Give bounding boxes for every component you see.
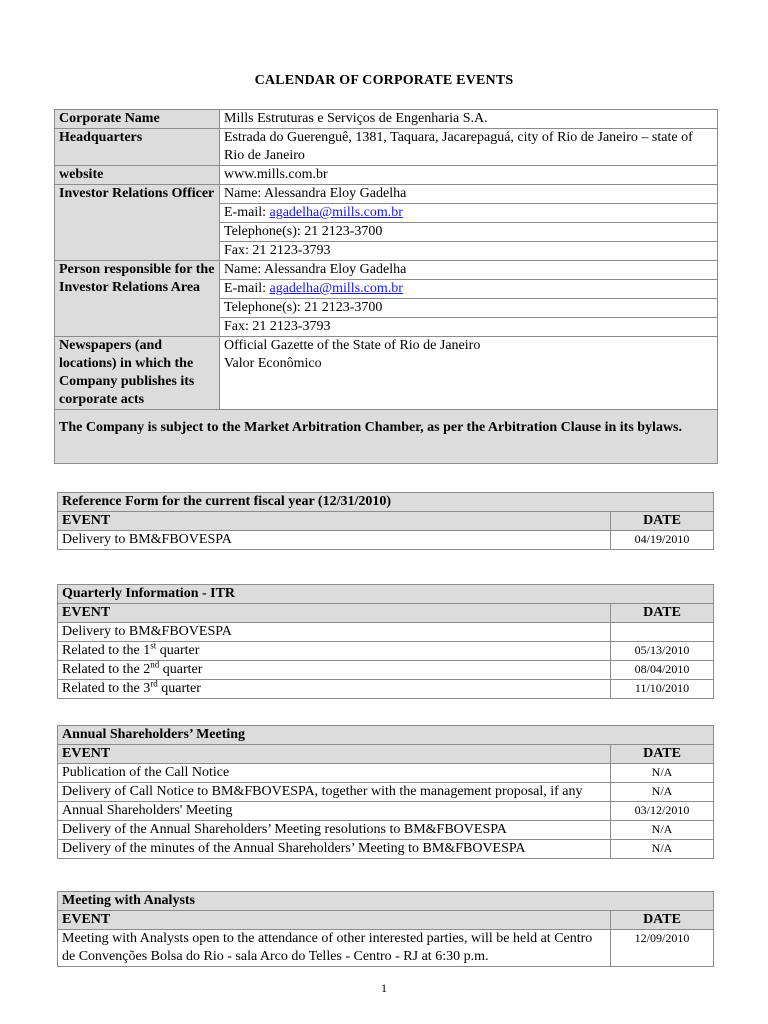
headquarters-value: Estrada do Guerenguê, 1381, Taquara, Jacarepaguá, city of Rio de Janeiro – state of Rio de Janeiro [220,129,718,166]
analysts-title: Meeting with Analysts [58,892,714,911]
date-header: DATE [611,911,714,930]
reference-form-table [57,492,714,550]
event-text: quarter [159,662,203,677]
table-row [58,623,714,642]
table-row [58,764,714,783]
corporate-name-value: Mills Estruturas e Serviços de Engenharia S.A. [220,110,718,129]
event-cell: Delivery of the Annual Shareholders’ Meeting resolutions to BM&FBOVESPA [58,821,611,840]
date-cell: N/A [611,821,714,840]
iro-phone: Telephone(s): 21 2123-3700 [220,223,718,242]
event-text: Related to the 1 [62,643,151,658]
reference-form-title: Reference Form for the current fiscal year (12/31/2010) [58,493,714,512]
table-row [58,680,714,699]
page-title: CALENDAR OF CORPORATE EVENTS [254,73,514,88]
date-cell: 08/04/2010 [611,661,714,680]
irarea-label: Person responsible for the Investor Relations Area [55,261,220,337]
iro-fax: Fax: 21 2123-3793 [220,242,718,261]
table-row [58,802,714,821]
headquarters-label: Headquarters [55,129,220,166]
page-number: 1 [381,981,387,995]
date-cell: 04/19/2010 [611,531,714,550]
event-cell: Delivery to BM&FBOVESPA [58,623,611,642]
table-row [58,783,714,802]
newspapers-label: Newspapers (and locations) in which the Company publishes its corporate acts [55,337,220,410]
date-header: DATE [611,512,714,531]
event-text: Related to the 2 [62,662,151,677]
iro-email [220,204,718,223]
table-row [58,531,714,550]
agm-table [57,725,714,859]
irarea-fax: Fax: 21 2123-3793 [220,318,718,337]
iro-name: Name: Alessandra Eloy Gadelha [220,185,718,204]
irarea-email-link[interactable]: agadelha@mills.com.br [269,281,403,296]
event-header: EVENT [58,604,611,623]
date-cell: N/A [611,764,714,783]
date-cell: 03/12/2010 [611,802,714,821]
table-row [58,930,714,967]
website-value: www.mills.com.br [220,166,718,185]
iro-email-link[interactable]: agadelha@mills.com.br [269,205,403,220]
newspaper-item: Valor Econômico [224,356,322,371]
event-text: Related to the 3 [62,681,151,696]
event-cell: Delivery to BM&FBOVESPA [58,531,611,550]
event-cell [58,661,611,680]
event-cell: Annual Shareholders' Meeting [58,802,611,821]
date-cell: N/A [611,783,714,802]
newspapers-value [220,337,718,410]
date-cell: 12/09/2010 [611,930,714,967]
newspaper-item: Official Gazette of the State of Rio de Janeiro [224,338,481,353]
irarea-phone: Telephone(s): 21 2123-3700 [220,299,718,318]
iro-email-prefix: E-mail: [224,205,270,220]
event-cell: Delivery of Call Notice to BM&FBOVESPA, together with the management proposal, if any [58,783,611,802]
event-cell [58,642,611,661]
event-text: quarter [157,681,201,696]
irarea-email [220,280,718,299]
agm-title: Annual Shareholders’ Meeting [58,726,714,745]
iro-label: Investor Relations Officer [55,185,220,261]
event-text: quarter [156,643,200,658]
ordinal-suffix: rd [150,678,158,689]
event-cell: Delivery of the minutes of the Annual Shareholders’ Meeting to BM&FBOVESPA [58,840,611,859]
ordinal-suffix: st [150,640,157,651]
table-row [58,840,714,859]
event-header: EVENT [58,512,611,531]
date-header: DATE [611,604,714,623]
table-row [58,642,714,661]
irarea-name: Name: Alessandra Eloy Gadelha [220,261,718,280]
event-cell [58,680,611,699]
date-cell: N/A [611,840,714,859]
date-header: DATE [611,745,714,764]
itr-table [57,584,714,699]
analysts-table [57,891,714,967]
table-row [58,661,714,680]
event-cell: Publication of the Call Notice [58,764,611,783]
date-cell: 11/10/2010 [611,680,714,699]
irarea-email-prefix: E-mail: [224,281,270,296]
company-info-table [54,109,718,464]
date-cell [611,623,714,642]
event-header: EVENT [58,745,611,764]
ordinal-suffix: nd [150,659,160,670]
website-label: website [55,166,220,185]
table-row [58,821,714,840]
arbitration-notice: The Company is subject to the Market Arbitration Chamber, as per the Arbitration Clause in its bylaws. [55,410,718,464]
event-cell: Meeting with Analysts open to the attendance of other interested parties, will be held at Centro de Convenções Bolsa do Rio - sala Arco do Telles - Centro - RJ at 6:30 p.m. [58,930,611,967]
corporate-name-label: Corporate Name [55,110,220,129]
itr-title: Quarterly Information - ITR [58,585,714,604]
date-cell: 05/13/2010 [611,642,714,661]
event-header: EVENT [58,911,611,930]
